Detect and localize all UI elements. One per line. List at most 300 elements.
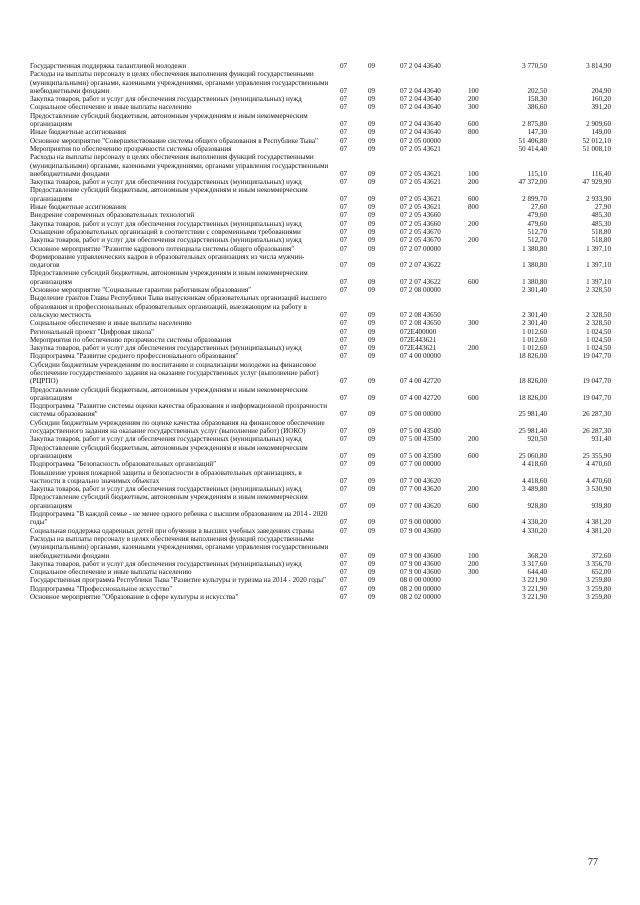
subsection-code: 09 <box>368 136 376 145</box>
amount-year-1: 4 418,60 <box>522 476 547 485</box>
amount-year-2: 652,00 <box>591 568 611 577</box>
row-description: Формирование управленческих кадров в образовательных организациях из числа мужчин-педагогов <box>30 252 305 270</box>
table-row <box>0 286 640 294</box>
row-description: Субсидии бюджетным учреждениям по оценке качества образования на финансовое обеспечение государственного задания на оказание государственных услуг (выполнение работ) (ИОКО) <box>30 418 325 436</box>
table-row <box>0 220 640 228</box>
row-description: Государственная программа Республики Тыва "Развитие культуры и туризма на 2014 - 2020 годы" <box>30 576 326 585</box>
table-row <box>0 469 640 486</box>
row-description: Закупка товаров, работ и услуг для обеспечения государственных (муниципальных) нужд <box>30 95 302 104</box>
section-code: 07 <box>340 194 348 203</box>
subsection-code: 09 <box>368 261 376 270</box>
row-description: Основное мероприятие "Образование в сфере культуры и искусства" <box>30 593 239 601</box>
section-code: 07 <box>340 593 348 601</box>
amount-year-1: 644,40 <box>527 568 547 577</box>
target-article-code: 072E443621 <box>400 344 437 353</box>
amount-year-2: 1 024,50 <box>586 327 611 336</box>
amount-year-1: 479,60 <box>527 219 547 228</box>
section-code: 07 <box>340 136 348 145</box>
section-code: 07 <box>340 501 348 510</box>
subsection-code: 09 <box>368 410 376 419</box>
target-article-code: 08 0 00 00000 <box>400 576 441 585</box>
expense-type-code: 600 <box>468 194 479 203</box>
section-code: 07 <box>340 86 348 95</box>
amount-year-1: 4 330,20 <box>522 518 547 527</box>
table-row <box>0 319 640 327</box>
section-code: 07 <box>340 568 348 577</box>
amount-year-2: 4 381,20 <box>586 518 611 527</box>
table-row <box>0 112 640 129</box>
section-code: 07 <box>340 62 348 70</box>
target-article-code: 07 5 00 43500 <box>400 427 441 436</box>
amount-year-2: 26 287,30 <box>582 410 611 419</box>
target-article-code: 07 9 00 43600 <box>400 551 441 560</box>
amount-year-2: 3 356,70 <box>586 559 611 568</box>
section-code: 07 <box>340 485 348 494</box>
section-code: 07 <box>340 95 348 104</box>
amount-year-1: 928,80 <box>527 501 547 510</box>
subsection-code: 09 <box>368 352 376 361</box>
table-row <box>0 178 640 186</box>
amount-year-2: 2 328,50 <box>586 319 611 328</box>
section-code: 07 <box>340 211 348 220</box>
target-article-code: 072E443621 <box>400 335 437 344</box>
row-description: Основное мероприятие "Совершенствование системы общего образования в Республике Тыва" <box>30 136 318 145</box>
row-description: Оснащение образовательных организаций в соответствии с современными требованиями <box>30 227 301 236</box>
section-code: 07 <box>340 244 348 253</box>
target-article-code: 07 2 05 43621 <box>400 203 441 212</box>
amount-year-1: 2 875,80 <box>522 120 547 129</box>
row-description: Повышение уровня пожарной защиты и безопасности в образовательных организациях, в частности в социально значимых объектах <box>30 468 302 485</box>
amount-year-2: 19 047,70 <box>582 377 611 386</box>
target-article-code: 07 7 00 00000 <box>400 460 441 469</box>
expense-type-code: 200 <box>468 236 479 245</box>
subsection-code: 09 <box>368 227 376 236</box>
table-row <box>0 236 640 244</box>
subsection-code: 09 <box>368 236 376 245</box>
target-article-code: 07 2 05 00000 <box>400 136 441 145</box>
row-description: Расходы на выплаты персоналу в целях обеспечения выполнения функций государственными (муниципальными) органами, казенными учреждениями, органами управления государственными внебюджетными фондами <box>30 534 329 560</box>
row-description: Подпрограмма "Развитие среднего профессионального образования" <box>30 352 239 361</box>
amount-year-1: 3 221,90 <box>522 576 547 585</box>
target-article-code: 07 4 00 42720 <box>400 377 441 386</box>
row-description: Закупка товаров, работ и услуг для обеспечения государственных (муниципальных) нужд <box>30 219 302 228</box>
target-article-code: 07 2 04 43640 <box>400 128 441 137</box>
row-description: Иные бюджетные ассигнования <box>30 128 127 137</box>
subsection-code: 09 <box>368 344 376 353</box>
section-code: 07 <box>340 377 348 386</box>
amount-year-1: 1 380,80 <box>522 261 547 270</box>
amount-year-1: 368,20 <box>527 551 547 560</box>
subsection-code: 09 <box>368 319 376 328</box>
table-row <box>0 560 640 568</box>
table-row <box>0 386 640 403</box>
target-article-code: 07 2 04 43640 <box>400 103 441 112</box>
subsection-code: 09 <box>368 120 376 129</box>
section-code: 07 <box>340 310 348 319</box>
section-code: 07 <box>340 427 348 436</box>
row-description: Закупка товаров, работ и услуг для обеспечения государственных (муниципальных) нужд <box>30 485 302 494</box>
amount-year-2: 19 047,70 <box>582 393 611 402</box>
section-code: 07 <box>340 277 348 286</box>
row-description: Мероприятия по обеспечению прозрачности системы образования <box>30 335 232 344</box>
amount-year-1: 3 221,90 <box>522 593 547 601</box>
row-description: Социальная поддержка одаренных детей при обучении в высших учебных заведениях страны <box>30 526 314 535</box>
table-row <box>0 336 640 344</box>
target-article-code: 07 2 04 43640 <box>400 95 441 104</box>
table-row <box>0 103 640 111</box>
target-article-code: 07 2 04 43640 <box>400 86 441 95</box>
section-code: 07 <box>340 236 348 245</box>
table-row <box>0 203 640 211</box>
amount-year-1: 18 826,00 <box>518 393 547 402</box>
row-description: Закупка товаров, работ и услуг для обеспечения государственных (муниципальных) нужд <box>30 344 302 353</box>
row-description: Субсидии бюджетным учреждениям по воспитанию и социализации молодежи на финансовое обеспечение государственного задания на оказание государственных услуг (выполнение работ) (РЦРПО) <box>30 360 319 386</box>
table-row <box>0 585 640 593</box>
section-code: 07 <box>340 559 348 568</box>
amount-year-2: 2 933,90 <box>586 194 611 203</box>
expense-type-code: 100 <box>468 551 479 560</box>
expense-type-code: 200 <box>468 559 479 568</box>
subsection-code: 09 <box>368 335 376 344</box>
amount-year-1: 3 489,80 <box>522 485 547 494</box>
row-description: Мероприятия по обеспечению прозрачности системы образования <box>30 144 232 153</box>
amount-year-2: 939,80 <box>591 501 611 510</box>
table-row <box>0 70 640 95</box>
section-code: 07 <box>340 352 348 361</box>
table-row <box>0 361 640 386</box>
expense-type-code: 200 <box>468 178 479 187</box>
table-row <box>0 245 640 253</box>
amount-year-2: 3 814,90 <box>586 62 611 70</box>
expense-type-code: 600 <box>468 277 479 286</box>
subsection-code: 09 <box>368 576 376 585</box>
amount-year-2: 19 047,70 <box>582 352 611 361</box>
subsection-code: 09 <box>368 568 376 577</box>
expense-type-code: 300 <box>468 568 479 577</box>
target-article-code: 07 2 08 43650 <box>400 319 441 328</box>
section-code: 07 <box>340 393 348 402</box>
subsection-code: 09 <box>368 62 376 70</box>
target-article-code: 07 2 05 43621 <box>400 178 441 187</box>
amount-year-2: 518,80 <box>591 236 611 245</box>
subsection-code: 09 <box>368 103 376 112</box>
row-description: Закупка товаров, работ и услуг для обеспечения государственных (муниципальных) нужд <box>30 178 302 187</box>
row-description: Выделение грантов Главы Республики Тыва выпускникам образовательных организаций высшего образования и профессиональных образовательных организаций, выезжающим на работу в сельскую местность <box>30 294 327 319</box>
table-row <box>0 419 640 436</box>
expense-type-code: 800 <box>468 128 479 137</box>
amount-year-1: 2 301,40 <box>522 286 547 295</box>
amount-year-1: 51 406,80 <box>518 136 547 145</box>
table-row <box>0 328 640 336</box>
expense-type-code: 200 <box>468 435 479 444</box>
section-code: 07 <box>340 120 348 129</box>
target-article-code: 07 9 00 43600 <box>400 568 441 577</box>
row-description: Подпрограмма "Развитие системы оценки качества образования и информационной прозрачности системы образования" <box>30 402 327 419</box>
target-article-code: 07 4 00 42720 <box>400 393 441 402</box>
section-code: 07 <box>340 576 348 585</box>
amount-year-2: 3 259,80 <box>586 593 611 601</box>
table-row <box>0 485 640 493</box>
row-description: Закупка товаров, работ и услуг для обеспечения государственных (муниципальных) нужд <box>30 559 302 568</box>
subsection-code: 09 <box>368 86 376 95</box>
subsection-code: 09 <box>368 526 376 535</box>
amount-year-1: 512,70 <box>527 227 547 236</box>
amount-year-2: 1 024,50 <box>586 344 611 353</box>
target-article-code: 07 2 07 43622 <box>400 277 441 286</box>
subsection-code: 09 <box>368 584 376 593</box>
subsection-code: 09 <box>368 310 376 319</box>
row-description: Подпрограмма "Профессиональное искусство" <box>30 584 173 593</box>
target-article-code: 07 5 00 43500 <box>400 451 441 460</box>
amount-year-1: 158,30 <box>527 95 547 104</box>
amount-year-2: 372,60 <box>591 551 611 560</box>
table-row <box>0 211 640 219</box>
section-code: 07 <box>340 261 348 270</box>
table-row <box>0 344 640 352</box>
subsection-code: 09 <box>368 194 376 203</box>
target-article-code: 08 2 02 00000 <box>400 593 441 601</box>
table-row <box>0 137 640 145</box>
amount-year-1: 2 899,70 <box>522 194 547 203</box>
table-row <box>0 294 640 319</box>
row-description: Государственная поддержка талантливой молодежи <box>30 62 187 70</box>
subsection-code: 09 <box>368 277 376 286</box>
amount-year-1: 512,70 <box>527 236 547 245</box>
subsection-code: 09 <box>368 518 376 527</box>
amount-year-1: 202,50 <box>527 86 547 95</box>
amount-year-2: 4 470,60 <box>586 476 611 485</box>
section-code: 07 <box>340 584 348 593</box>
section-code: 07 <box>340 451 348 460</box>
target-article-code: 07 9 00 43600 <box>400 526 441 535</box>
expense-type-code: 100 <box>468 86 479 95</box>
section-code: 07 <box>340 551 348 560</box>
table-row <box>0 460 640 468</box>
expense-type-code: 200 <box>468 95 479 104</box>
expense-type-code: 600 <box>468 393 479 402</box>
amount-year-2: 160,20 <box>591 95 611 104</box>
table-row <box>0 593 640 601</box>
section-code: 07 <box>340 169 348 178</box>
section-code: 07 <box>340 319 348 328</box>
subsection-code: 09 <box>368 393 376 402</box>
expense-type-code: 200 <box>468 485 479 494</box>
amount-year-2: 1 397,10 <box>586 261 611 270</box>
target-article-code: 07 7 00 43620 <box>400 501 441 510</box>
section-code: 07 <box>340 460 348 469</box>
table-row <box>0 444 640 461</box>
target-article-code: 07 7 00 43620 <box>400 485 441 494</box>
amount-year-2: 116,40 <box>591 169 611 178</box>
section-code: 07 <box>340 526 348 535</box>
section-code: 07 <box>340 144 348 153</box>
amount-year-1: 3 221,90 <box>522 584 547 593</box>
table-row <box>0 145 640 153</box>
subsection-code: 09 <box>368 501 376 510</box>
section-code: 07 <box>340 286 348 295</box>
target-article-code: 07 2 05 43660 <box>400 211 441 220</box>
row-description: Предоставление субсидий бюджетным, автономным учреждениям и иным некоммерческим организациям <box>30 111 308 129</box>
amount-year-2: 1 024,50 <box>586 335 611 344</box>
amount-year-2: 3 259,80 <box>586 584 611 593</box>
amount-year-1: 2 301,40 <box>522 319 547 328</box>
subsection-code: 09 <box>368 427 376 436</box>
row-description: Основное мероприятие "Социальные гарантии работникам образования" <box>30 286 252 295</box>
section-code: 07 <box>340 103 348 112</box>
row-description: Предоставление субсидий бюджетным, автономным учреждениям и иным некоммерческим организациям <box>30 385 308 402</box>
row-description: Внедрение современных образовательных технологий <box>30 211 195 220</box>
subsection-code: 09 <box>368 286 376 295</box>
amount-year-1: 479,60 <box>527 211 547 220</box>
subsection-code: 09 <box>368 485 376 494</box>
amount-year-2: 25 355,90 <box>582 451 611 460</box>
section-code: 07 <box>340 435 348 444</box>
row-description: Социальное обеспечение и иные выплаты населению <box>30 319 192 328</box>
table-row <box>0 568 640 576</box>
section-code: 07 <box>340 410 348 419</box>
amount-year-1: 4 330,20 <box>522 526 547 535</box>
target-article-code: 07 2 07 43622 <box>400 261 441 270</box>
section-code: 07 <box>340 344 348 353</box>
page-number: 77 <box>588 857 598 868</box>
amount-year-2: 485,30 <box>591 219 611 228</box>
amount-year-2: 485,30 <box>591 211 611 220</box>
target-article-code: 07 5 00 43500 <box>400 435 441 444</box>
amount-year-2: 391,20 <box>591 103 611 112</box>
amount-year-1: 3 317,60 <box>522 559 547 568</box>
subsection-code: 09 <box>368 593 376 601</box>
table-row <box>0 402 640 419</box>
amount-year-1: 18 826,00 <box>518 352 547 361</box>
subsection-code: 09 <box>368 144 376 153</box>
section-code: 07 <box>340 128 348 137</box>
amount-year-1: 1 380,80 <box>522 244 547 253</box>
row-description: Региональный проект "Цифровая школа" <box>30 327 155 336</box>
row-description: Предоставление субсидий бюджетным, автономным учреждениям и иным некоммерческим организациям <box>30 493 308 510</box>
row-description: Подпрограмма "В каждой семье - не менее одного ребенка с высшим образованием на 2014 - 2020 годы" <box>30 510 328 527</box>
target-article-code: 07 2 05 43621 <box>400 169 441 178</box>
subsection-code: 09 <box>368 559 376 568</box>
subsection-code: 09 <box>368 551 376 560</box>
amount-year-2: 518,80 <box>591 227 611 236</box>
subsection-code: 09 <box>368 435 376 444</box>
subsection-code: 09 <box>368 460 376 469</box>
amount-year-1: 18 826,00 <box>518 377 547 386</box>
amount-year-2: 1 397,10 <box>586 277 611 286</box>
target-article-code: 072E400000 <box>400 327 437 336</box>
subsection-code: 09 <box>368 178 376 187</box>
table-row <box>0 510 640 527</box>
amount-year-1: 1 012,60 <box>522 335 547 344</box>
amount-year-1: 386,60 <box>527 103 547 112</box>
amount-year-2: 204,90 <box>591 86 611 95</box>
row-description: Предоставление субсидий бюджетным, автономным учреждениям и иным некоммерческим организациям <box>30 186 308 203</box>
amount-year-2: 2 909,60 <box>586 120 611 129</box>
target-article-code: 07 5 00 00000 <box>400 410 441 419</box>
table-row <box>0 576 640 584</box>
row-description: Предоставление субсидий бюджетным, автономным учреждениям и иным некоммерческим организациям <box>30 443 308 460</box>
section-code: 07 <box>340 476 348 485</box>
row-description: Закупка товаров, работ и услуг для обеспечения государственных (муниципальных) нужд <box>30 435 302 444</box>
expense-type-code: 600 <box>468 501 479 510</box>
table-row <box>0 352 640 360</box>
target-article-code: 08 2 00 00000 <box>400 584 441 593</box>
subsection-code: 09 <box>368 476 376 485</box>
target-article-code: 07 2 05 43621 <box>400 144 441 153</box>
table-row <box>0 95 640 103</box>
amount-year-1: 4 418,60 <box>522 460 547 469</box>
target-article-code: 07 2 04 43640 <box>400 62 441 70</box>
amount-year-1: 25 981,40 <box>518 410 547 419</box>
table-row <box>0 253 640 270</box>
amount-year-2: 51 008,10 <box>582 144 611 153</box>
row-description: Основное мероприятие "Развитие кадрового потенциала системы общего образования" <box>30 244 295 253</box>
amount-year-2: 4 381,20 <box>586 526 611 535</box>
row-description: Социальное обеспечение и иные выплаты населению <box>30 568 192 577</box>
amount-year-2: 27,90 <box>595 203 611 212</box>
amount-year-1: 47 372,00 <box>518 178 547 187</box>
target-article-code: 07 2 07 00000 <box>400 244 441 253</box>
row-description: Подпрограмма "Безопасность образовательных организаций" <box>30 460 217 469</box>
target-article-code: 07 2 08 00000 <box>400 286 441 295</box>
expense-type-code: 600 <box>468 451 479 460</box>
subsection-code: 09 <box>368 219 376 228</box>
subsection-code: 09 <box>368 95 376 104</box>
amount-year-1: 920,50 <box>527 435 547 444</box>
subsection-code: 09 <box>368 377 376 386</box>
expense-type-code: 200 <box>468 344 479 353</box>
amount-year-1: 25 981,40 <box>518 427 547 436</box>
amount-year-2: 1 397,10 <box>586 244 611 253</box>
section-code: 07 <box>340 178 348 187</box>
amount-year-2: 3 259,80 <box>586 576 611 585</box>
expense-type-code: 200 <box>468 219 479 228</box>
target-article-code: 07 4 00 00000 <box>400 352 441 361</box>
row-description: Расходы на выплаты персоналу в целях обеспечения выполнения функций государственными (муниципальными) органами, казенными учреждениями, органами управления государственными внебюджетными фондами <box>30 70 329 95</box>
target-article-code: 07 2 08 43650 <box>400 310 441 319</box>
amount-year-1: 25 060,80 <box>518 451 547 460</box>
amount-year-2: 931,40 <box>591 435 611 444</box>
subsection-code: 09 <box>368 128 376 137</box>
row-description: Расходы на выплаты персоналу в целях обеспечения выполнения функций государственными (муниципальными) органами, казенными учреждениями, органами управления государственными внебюджетными фондами <box>30 153 329 178</box>
amount-year-2: 4 470,60 <box>586 460 611 469</box>
amount-year-1: 1 012,60 <box>522 327 547 336</box>
budget-table <box>0 62 640 601</box>
amount-year-2: 47 929,90 <box>582 178 611 187</box>
row-description: Социальное обеспечение и иные выплаты населению <box>30 103 192 112</box>
row-description: Предоставление субсидий бюджетным, автономным учреждениям и иным некоммерческим организациям <box>30 269 308 286</box>
target-article-code: 07 7 00 43620 <box>400 476 441 485</box>
section-code: 07 <box>340 518 348 527</box>
target-article-code: 07 2 05 43670 <box>400 236 441 245</box>
table-row <box>0 435 640 443</box>
subsection-code: 09 <box>368 169 376 178</box>
expense-type-code: 800 <box>468 203 479 212</box>
target-article-code: 07 2 05 43670 <box>400 227 441 236</box>
target-article-code: 07 9 00 43600 <box>400 559 441 568</box>
amount-year-1: 27,60 <box>531 203 547 212</box>
amount-year-2: 26 287,30 <box>582 427 611 436</box>
amount-year-1: 1 380,80 <box>522 277 547 286</box>
subsection-code: 09 <box>368 451 376 460</box>
target-article-code: 07 9 00 00000 <box>400 518 441 527</box>
expense-type-code: 600 <box>468 120 479 129</box>
amount-year-2: 2 328,50 <box>586 286 611 295</box>
amount-year-1: 1 012,60 <box>522 344 547 353</box>
section-code: 07 <box>340 203 348 212</box>
target-article-code: 07 2 05 43621 <box>400 194 441 203</box>
subsection-code: 09 <box>368 327 376 336</box>
